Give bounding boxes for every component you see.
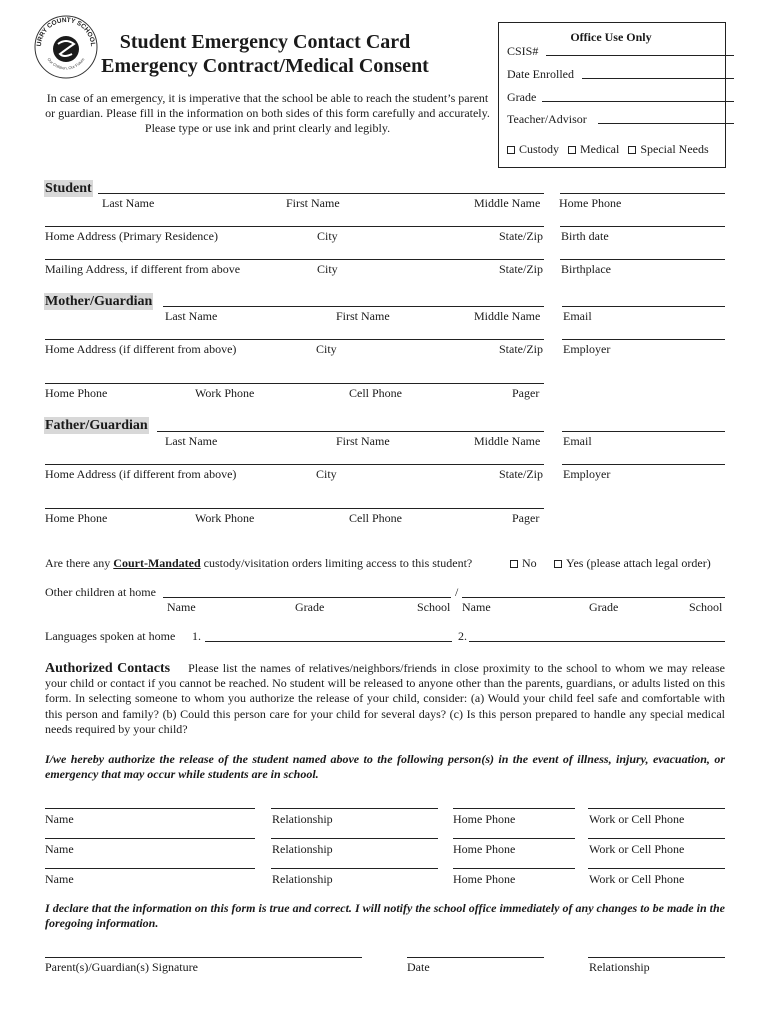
contact-2-work-phone-field[interactable] <box>588 838 725 839</box>
student-city-label: City <box>317 229 338 243</box>
other-children-field-2[interactable] <box>462 597 725 598</box>
contact-3-name-field[interactable] <box>45 868 255 869</box>
father-pager-label: Pager <box>512 511 540 525</box>
father-header: Father/Guardian <box>45 418 148 433</box>
custody-no-option: No <box>510 556 537 570</box>
contact-1-relationship-label: Relationship <box>272 812 333 826</box>
mother-work-phone-label: Work Phone <box>195 386 255 400</box>
teacher-label: Teacher/Advisor <box>507 112 587 126</box>
authorized-contacts-text: Authorized Contacts Please list the names of relatives/neighbors/friends in close proximity to the school to whom we may release your child or contact if you cannot be reached. No student will be released to anyone other than the parents, guardians, or adults listed on this form. In selecting someone to whom you authorize the release of your child, consider: (a) Would your child feel safe and comfortable with this person and family? (b) Could this person care for your child for several days? (c) Is this person prepared to handle any special medical needs required by your child? <box>45 661 726 736</box>
father-first-name-label: First Name <box>336 434 390 448</box>
language-2-field[interactable] <box>469 641 725 642</box>
student-address-field[interactable] <box>45 226 544 227</box>
court-mandated-emphasis: Court-Mandated <box>113 556 201 570</box>
mother-email-field[interactable] <box>562 306 725 307</box>
medical-checkbox[interactable] <box>568 146 576 154</box>
custody-no-checkbox[interactable] <box>510 560 518 568</box>
contact-1-home-phone-field[interactable] <box>453 808 575 809</box>
custody-yes-option: Yes (please attach legal order) <box>554 556 711 570</box>
mother-home-address-label: Home Address (if different from above) <box>45 342 237 356</box>
child1-grade-label: Grade <box>295 600 325 614</box>
mother-cell-phone-label: Cell Phone <box>349 386 402 400</box>
contact-1-relationship-field[interactable] <box>271 808 438 809</box>
svg-text:Our Children, Our Future: Our Children, Our Future <box>46 56 86 71</box>
authorization-statement: I/we hereby authorize the release of the student named above to the following person(s) in the event of illness, injury, evacuation, or emergency that may occur while students are in school. <box>45 752 725 782</box>
mother-middle-name-label: Middle Name <box>474 309 541 323</box>
contact-2-name-label: Name <box>45 842 74 856</box>
mother-city-label: City <box>316 342 337 356</box>
grade-label: Grade <box>507 90 537 104</box>
office-use-title: Office Use Only <box>570 30 652 44</box>
student-home-phone-field[interactable] <box>560 193 725 194</box>
other-children-label: Other children at home <box>45 585 156 599</box>
contact-1-name-label: Name <box>45 812 74 826</box>
student-birthplace-field[interactable] <box>560 259 725 260</box>
student-header: Student <box>45 181 92 196</box>
contact-3-work-phone-field[interactable] <box>588 868 725 869</box>
csis-field[interactable] <box>546 55 734 56</box>
student-middle-name-label: Middle Name <box>474 196 541 210</box>
father-home-address-label: Home Address (if different from above) <box>45 467 237 481</box>
contact-3-relationship-field[interactable] <box>271 868 438 869</box>
student-birth-date-label: Birth date <box>561 229 609 243</box>
student-first-name-label: First Name <box>286 196 340 210</box>
date-label: Date <box>407 960 430 974</box>
contact-3-name-label: Name <box>45 872 74 886</box>
student-state-zip-label: State/Zip <box>499 229 543 243</box>
student-mailing-city-label: City <box>317 262 338 276</box>
contact-2-home-phone-label: Home Phone <box>453 842 516 856</box>
father-email-label: Email <box>563 434 592 448</box>
date-field[interactable] <box>407 957 544 958</box>
father-name-field[interactable] <box>157 431 544 432</box>
school-seal-icon <box>33 14 99 80</box>
student-last-name-label: Last Name <box>102 196 155 210</box>
student-birthdate-field[interactable] <box>560 226 725 227</box>
father-state-zip-label: State/Zip <box>499 467 543 481</box>
student-mailing-field[interactable] <box>45 259 544 260</box>
language-1-number: 1. <box>192 629 201 643</box>
mother-last-name-label: Last Name <box>165 309 218 323</box>
father-home-phone-label: Home Phone <box>45 511 108 525</box>
svg-text:SURRY COUNTY SCHOOLS: URRY COUNTY SCHOOL <box>35 16 97 47</box>
father-address-field[interactable] <box>45 464 544 465</box>
mother-state-zip-label: State/Zip <box>499 342 543 356</box>
signature-field[interactable] <box>45 957 362 958</box>
father-phones-field[interactable] <box>45 508 544 509</box>
father-middle-name-label: Middle Name <box>474 434 541 448</box>
form-title-line1: Student Emergency Contact Card <box>119 31 411 53</box>
child2-grade-label: Grade <box>589 600 619 614</box>
contact-1-name-field[interactable] <box>45 808 255 809</box>
contact-2-work-phone-label: Work or Cell Phone <box>589 842 685 856</box>
mother-employer-field[interactable] <box>562 339 725 340</box>
child1-school-label: School <box>417 600 451 614</box>
student-mailing-state-label: State/Zip <box>499 262 543 276</box>
student-name-field[interactable] <box>98 193 544 194</box>
child2-name-label: Name <box>462 600 491 614</box>
mother-phones-field[interactable] <box>45 383 544 384</box>
child1-name-label: Name <box>167 600 196 614</box>
grade-field[interactable] <box>542 101 734 102</box>
father-employer-label: Employer <box>563 467 611 481</box>
language-2-number: 2. <box>458 629 467 643</box>
student-birthplace-label: Birthplace <box>561 262 611 276</box>
date-enrolled-label: Date Enrolled <box>507 67 574 81</box>
mother-pager-label: Pager <box>512 386 540 400</box>
custody-question: Are there any Court-Mandated custody/visitation orders limiting access to this student? <box>45 556 473 570</box>
father-city-label: City <box>316 467 337 481</box>
father-cell-phone-label: Cell Phone <box>349 511 402 525</box>
contact-1-work-phone-label: Work or Cell Phone <box>589 812 685 826</box>
intro-text: In case of an emergency, it is imperative that the school be able to reach the student’s parent or guardian. Please fill in the information on both sides of this form carefully and accurately. Please type or use ink and print clearly and legibly. <box>45 91 490 136</box>
contact-2-relationship-label: Relationship <box>272 842 333 856</box>
contact-3-home-phone-label: Home Phone <box>453 872 516 886</box>
form-title-line2: Emergency Contract/Medical Consent <box>101 55 429 77</box>
mother-name-field[interactable] <box>163 306 544 307</box>
teacher-field[interactable] <box>598 123 734 124</box>
custody-yes-checkbox[interactable] <box>554 560 562 568</box>
child2-school-label: School <box>689 600 723 614</box>
mother-home-phone-label: Home Phone <box>45 386 108 400</box>
father-work-phone-label: Work Phone <box>195 511 255 525</box>
student-mailing-label: Mailing Address, if different from above <box>45 262 241 276</box>
contact-3-relationship-label: Relationship <box>272 872 333 886</box>
office-checkboxes: Custody Medical Special Needs <box>507 142 709 156</box>
school-logo <box>33 14 99 80</box>
father-last-name-label: Last Name <box>165 434 218 448</box>
authorized-contacts-header: Authorized Contacts <box>45 661 171 676</box>
relationship-label: Relationship <box>589 960 650 974</box>
csis-label: CSIS# <box>507 44 539 58</box>
custody-checkbox[interactable] <box>507 146 515 154</box>
mother-address-field[interactable] <box>45 339 544 340</box>
other-children-slash: / <box>455 585 459 599</box>
date-enrolled-field[interactable] <box>582 78 734 79</box>
mother-email-label: Email <box>563 309 592 323</box>
contact-1-work-phone-field[interactable] <box>588 808 725 809</box>
student-home-phone-label: Home Phone <box>559 196 622 210</box>
signature-label: Parent(s)/Guardian(s) Signature <box>45 960 198 974</box>
other-children-field-1[interactable] <box>163 597 451 598</box>
contact-2-home-phone-field[interactable] <box>453 838 575 839</box>
mother-first-name-label: First Name <box>336 309 390 323</box>
languages-label: Languages spoken at home <box>45 629 176 643</box>
contact-3-work-phone-label: Work or Cell Phone <box>589 872 685 886</box>
mother-employer-label: Employer <box>563 342 611 356</box>
father-email-field[interactable] <box>562 431 725 432</box>
contact-3-home-phone-field[interactable] <box>453 868 575 869</box>
declaration-statement: I declare that the information on this form is true and correct. I will notify the school office immediately of any changes to be made in the foregoing information. <box>45 901 725 931</box>
contact-2-relationship-field[interactable] <box>271 838 438 839</box>
mother-header: Mother/Guardian <box>45 294 153 309</box>
special-needs-checkbox[interactable] <box>628 146 636 154</box>
student-home-address-label: Home Address (Primary Residence) <box>45 229 218 243</box>
language-1-field[interactable] <box>205 641 452 642</box>
father-employer-field[interactable] <box>562 464 725 465</box>
contact-2-name-field[interactable] <box>45 838 255 839</box>
contact-1-home-phone-label: Home Phone <box>453 812 516 826</box>
relationship-field[interactable] <box>588 957 725 958</box>
